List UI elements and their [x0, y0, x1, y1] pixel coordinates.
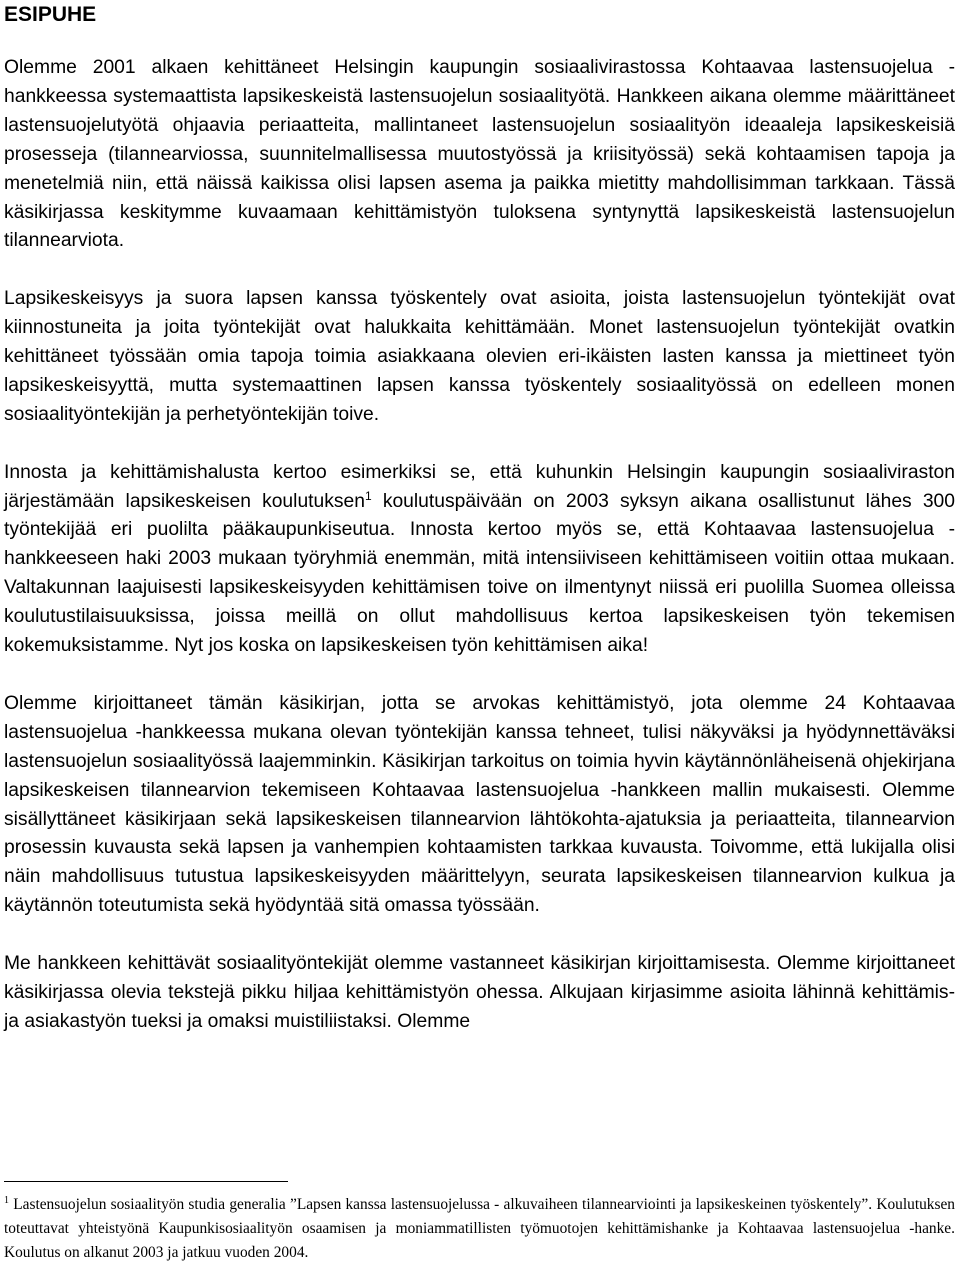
footnote — [4, 1193, 955, 1265]
paragraph-5: Me hankkeen kehittävät sosiaalityöntekijät olemme vastanneet käsikirjan kirjoittamisesta. Olemme kirjoittaneet käsikirjassa olevia tekstejä pikku hiljaa kehittämistyön ohessa. Alkujaan kirjasimme asioita lähinnä kehittämis- ja asiakastyön tueksi ja omaksi muistiliistaksi. Olemme — [4, 953, 955, 1032]
paragraph-2: Lapsikeskeisyys ja suora lapsen kanssa työskentely ovat asioita, joista lastensuojelun työntekijät ovat kiinnostuneita ja joita työntekijät ovat halukkaita kehittämään. Monet lastensuojelun työntekijät ovatkin kehittäneet työssään omia tapoja toimia asiakkaana olevien eri-ikäisten lasten kanssa ja miettineet työn lapsikeskeisyyttä, mutta systemaattinen lapsen kanssa työskentely sosiaalityössä on edelleen monen sosiaalityöntekijän ja perhetyöntekijän toive. — [4, 288, 955, 425]
page-title: ESIPUHE — [4, 3, 97, 26]
paragraph-1: Olemme 2001 alkaen kehittäneet Helsingin kaupungin sosiaalivirastossa Kohtaavaa lastensuojelua -hankkeessa systemaattista lapsikeskeistä lastensuojelun sosiaalityötä. Hankkeen aikana olemme määrittäneet lastensuojelutyötä ohjaavia periaatteita, mallintaneet lastensuojelun sosiaalityön ideaaleja lapsikeskeisiä prosesseja (tilannearviossa, suunnitelmallisessa muutostyössä ja kriisityössä) sekä kohtaamisen tapoja ja menetelmiä niin, että näissä kaikissa olisi lapsen asema ja paikka mietitty mahdollisimman tarkkaan. Tässä käsikirjassa keskitymme kuvaamaan kehittämistyön tuloksena syntynyttä lapsikeskeistä lastensuojelun tilannearviota. — [4, 57, 955, 252]
body-text — [4, 54, 955, 1037]
paragraph-3 — [4, 459, 955, 661]
paragraph-4: Olemme kirjoittaneet tämän käsikirjan, jotta se arvokas kehittämistyö, jota olemme 24 Kohtaavaa lastensuojelua -hankkeessa mukana olevan työntekijän kanssa tehneet, tulisi näkyväksi ja hyödynnettäväksi lastensuojelun sosiaalityössä laajemminkin. Käsikirjan tarkoitus on toimia hyvin käytännönläheisenä ohjekirjana lapsikeskeisen tilannearvion tekemiseen Kohtaavaa lastensuojelua -hankkeen mallin mukaisesti. Olemme sisällyttäneet käsikirjaan sekä lapsikeskeisen tilannearvion lähtökohta-ajatuksia ja periaatteita, tilannearvion prosessin kuvausta sekä lapsen ja vanhempien kohtaamisten tarkkaa kuvausta. Toivomme, että lukijalla olisi näin mahdollisuus tutustua lapsikeskeisyyden määrittelyyn, seurata lapsikeskeisen tilannearvion kulkua ja käytännön toteutumista sekä hyödyntää sitä omassa työssään. — [4, 692, 955, 917]
footnote-marker: 1 — [4, 1195, 9, 1206]
footnote-divider — [4, 1181, 288, 1182]
footnote-reference[interactable]: 1 — [364, 488, 372, 503]
paragraph-3-end: koulutuspäivään on 2003 syksyn aikana osallistunut lähes 300 työntekijää eri puolilta pääkaupunkiseutua. Innosta kertoo myös se, että Kohtaavaa lastensuojelua -hankkeeseen haki 2003 mukaan työryhmiä enemmän, mitä intensiiviseen kehittämiseen voitiin ottaa mukaan. Valtakunnan laajuisesti lapsikeskeisyyden kehittämisen toive on ilmentynyt niissä eri puolilla Suomea olleissa koulutustilaisuuksissa, joissa meillä on ollut mahdollisuus kertoa lapsikeskeisen työn tekemisen kokemuksistamme. Nyt jos koska on lapsikeskeisen työn kehittämisen aika! — [4, 490, 955, 657]
document-page — [4, 0, 955, 1037]
paragraph-3-start: Innosta ja kehittämishalusta kertoo esimerkiksi se, että kuhunkin Helsingin kaupungin sosiaaliviraston järjestämään lapsikeskeisen koulutuksen — [4, 461, 955, 512]
footnote-text: Lastensuojelun sosiaalityön studia generalia ”Lapsen kanssa lastensuojelussa - alkuvaiheen tilannearviointi ja lapsikeskeinen työskentely”. Koulutuksen toteuttavat yhteistyönä Kaupunkisosiaalityön osaamisen ja moniammatillisten työmuotojen kehittämishanke ja Kohtaavaa lastensuojelua -hanke. Koulutus on alkanut 2003 ja jatkuu vuoden 2004. — [4, 1196, 955, 1261]
